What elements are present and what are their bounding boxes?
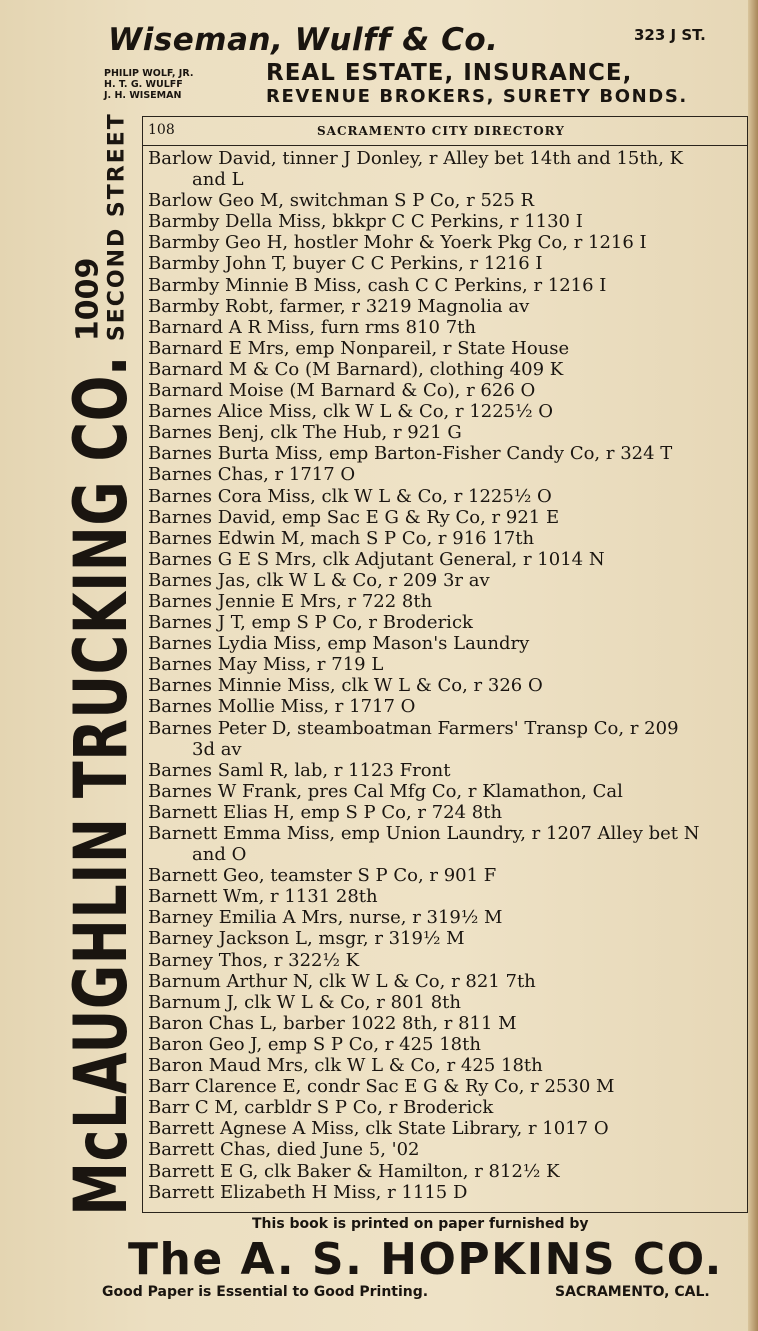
entry-text: Barnard E Mrs, emp Nonpareil, r State House	[148, 337, 570, 359]
entry-text: Barnes Benj, clk The Hub, r 921 G	[148, 422, 462, 444]
bottom-advertisement	[0, 1214, 758, 1331]
entry-text: Barnes Burta Miss, emp Barton-Fisher Candy Co, r 324 T	[148, 443, 673, 465]
directory-entry	[148, 802, 744, 823]
entry-text: Barmby Geo H, hostler Mohr & Yoerk Pkg Co, r 1216 I	[148, 232, 647, 254]
directory-entry	[148, 950, 744, 971]
advertiser-address: 323 J ST.	[634, 26, 706, 44]
printer-city: SACRAMENTO, CAL.	[555, 1284, 710, 1300]
directory-entry	[148, 275, 744, 296]
directory-entry	[148, 1076, 744, 1097]
directory-entry	[148, 928, 744, 949]
directory-entry	[148, 443, 744, 464]
directory-entry	[148, 464, 744, 485]
printer-name: The A. S. HOPKINS CO.	[128, 1234, 723, 1285]
entry-text: Barnum J, clk W L & Co, r 801 8th	[148, 991, 461, 1013]
entry-text: Barr C M, carbldr S P Co, r Broderick	[148, 1097, 494, 1119]
directory-entry	[148, 1139, 744, 1160]
top-advertisement	[0, 0, 758, 115]
entry-continuation: 3d av	[192, 738, 242, 760]
entry-text: Barnett Elias H, emp S P Co, r 724 8th	[148, 801, 503, 823]
directory-entry	[148, 696, 744, 717]
side-ad-company: McLAUGHLIN TRUCKING CO.	[58, 355, 144, 1216]
entry-text: Baron Maud Mrs, clk W L & Co, r 425 18th	[148, 1055, 543, 1077]
directory-entry	[148, 865, 744, 886]
directory-entry	[148, 907, 744, 928]
printer-note: This book is printed on paper furnished by	[252, 1216, 589, 1232]
entry-text: Barnes Cora Miss, clk W L & Co, r 1225½ O	[148, 485, 552, 507]
entry-text: Barney Emilia A Mrs, nurse, r 319½ M	[148, 907, 503, 929]
entry-text: Barnard M & Co (M Barnard), clothing 409 K	[148, 358, 564, 380]
directory-entry	[148, 486, 744, 507]
running-head: SACRAMENTO CITY DIRECTORY	[317, 124, 565, 138]
entry-text: Barnes Peter D, steamboatman Farmers' Transp Co, r 209	[148, 717, 679, 739]
advertiser-services	[266, 60, 688, 108]
directory-entry	[148, 1013, 744, 1034]
entry-text: Barmby Robt, farmer, r 3219 Magnolia av	[148, 295, 530, 317]
entry-text: Barmby Minnie B Miss, cash C C Perkins, r 1216 I	[148, 274, 607, 296]
entry-text: Barnett Emma Miss, emp Union Laundry, r 1207 Alley bet N	[148, 823, 700, 844]
entry-text: Barrett E G, clk Baker & Hamilton, r 812½ K	[148, 1160, 560, 1182]
entry-text: Barnett Wm, r 1131 28th	[148, 886, 378, 908]
entry-text: Barnett Geo, teamster S P Co, r 901 F	[148, 865, 497, 887]
partner-name: PHILIP WOLF, JR.	[104, 68, 194, 79]
partner-name: H. T. G. WULFF	[104, 79, 183, 90]
entry-text: Barnum Arthur N, clk W L & Co, r 821 7th	[148, 970, 536, 992]
directory-entry	[148, 971, 744, 992]
directory-entry	[148, 1055, 744, 1076]
entry-continuation: and O	[192, 844, 247, 866]
entry-text: Barnard A R Miss, furn rms 810 7th	[148, 316, 476, 338]
entry-text: Barnes Edwin M, mach S P Co, r 916 17th	[148, 527, 535, 549]
directory-entry	[148, 528, 744, 549]
entry-text: Barrett Elizabeth H Miss, r 1115 D	[148, 1181, 468, 1203]
directory-entry	[148, 338, 744, 359]
side-advertisement-text	[58, 112, 144, 1216]
directory-entry	[148, 718, 744, 760]
services-line: REVENUE BROKERS, SURETY BONDS.	[266, 86, 688, 107]
services-line: REAL ESTATE, INSURANCE,	[266, 60, 633, 86]
directory-entry	[148, 422, 744, 443]
entry-text: Barnes Minnie Miss, clk W L & Co, r 326 O	[148, 675, 543, 697]
entry-text: Barnes Jas, clk W L & Co, r 209 3r av	[148, 569, 490, 591]
directory-entry	[148, 1097, 744, 1118]
entry-text: Baron Chas L, barber 1022 8th, r 811 M	[148, 1012, 517, 1034]
entry-text: Barnes Mollie Miss, r 1717 O	[148, 696, 416, 718]
directory-entry	[148, 359, 744, 380]
directory-entry	[148, 1161, 744, 1182]
side-ad-street: SECOND STREET	[104, 112, 129, 342]
entry-text: Barney Jackson L, msgr, r 319½ M	[148, 928, 465, 950]
directory-entry	[148, 992, 744, 1013]
entry-text: Barrett Chas, died June 5, '02	[148, 1139, 420, 1161]
directory-entry	[148, 612, 744, 633]
entry-text: Barr Clarence E, condr Sac E G & Ry Co, r 2530 M	[148, 1076, 615, 1098]
partner-name: J. H. WISEMAN	[104, 90, 182, 101]
entry-text: Barnes J T, emp S P Co, r Broderick	[148, 612, 473, 634]
entry-text: Baron Geo J, emp S P Co, r 425 18th	[148, 1033, 481, 1055]
directory-entry	[148, 148, 744, 190]
directory-entry	[148, 549, 744, 570]
directory-entry	[148, 591, 744, 612]
directory-entry	[148, 823, 744, 865]
directory-entry	[148, 253, 744, 274]
entry-text: Barnes W Frank, pres Cal Mfg Co, r Klamathon, Cal	[148, 780, 623, 802]
entry-text: Barrett Agnese A Miss, clk State Library, r 1017 O	[148, 1118, 609, 1140]
entry-text: Barney Thos, r 322½ K	[148, 949, 360, 971]
entry-text: Barnard Moise (M Barnard & Co), r 626 O	[148, 380, 536, 402]
entry-text: Barnes Jennie E Mrs, r 722 8th	[148, 590, 433, 612]
directory-entry	[148, 760, 744, 781]
entry-text: Barnes May Miss, r 719 L	[148, 654, 384, 676]
directory-entry	[148, 1118, 744, 1139]
directory-entry	[148, 317, 744, 338]
directory-entry	[148, 654, 744, 675]
entry-text: Barmby John T, buyer C C Perkins, r 1216 I	[148, 253, 543, 275]
printer-slogan: Good Paper is Essential to Good Printing.	[102, 1284, 429, 1300]
directory-entry	[148, 570, 744, 591]
side-ad-number: 1009	[70, 257, 105, 342]
entry-text: Barnes David, emp Sac E G & Ry Co, r 921 E	[148, 506, 560, 528]
partner-list	[104, 68, 264, 101]
directory-entry	[148, 1182, 744, 1203]
directory-entry	[148, 296, 744, 317]
entry-text: Barnes Lydia Miss, emp Mason's Laundry	[148, 633, 530, 655]
entry-continuation: and L	[192, 169, 244, 191]
directory-entry	[148, 211, 744, 232]
directory-entry	[148, 401, 744, 422]
directory-entry	[148, 380, 744, 401]
side-advertisement	[58, 112, 144, 1216]
entry-text: Barlow Geo M, switchman S P Co, r 525 R	[148, 190, 535, 212]
side-ad-address	[72, 112, 130, 341]
directory-entry	[148, 1034, 744, 1055]
entry-text: Barnes Saml R, lab, r 1123 Front	[148, 759, 451, 781]
advertiser-name: Wiseman, Wulff & Co.	[108, 22, 499, 58]
directory-entry	[148, 781, 744, 802]
entry-text: Barnes Alice Miss, clk W L & Co, r 1225½ O	[148, 401, 554, 423]
entry-text: Barnes G E S Mrs, clk Adjutant General, r 1014 N	[148, 548, 605, 570]
page-header	[142, 116, 748, 146]
directory-entry	[148, 190, 744, 211]
directory-entry	[148, 886, 744, 907]
entry-text: Barlow David, tinner J Donley, r Alley bet 14th and 15th, K	[148, 148, 684, 169]
directory-entry	[148, 507, 744, 528]
entry-text: Barmby Della Miss, bkkpr C C Perkins, r 1130 I	[148, 211, 583, 233]
directory-entry	[148, 633, 744, 654]
directory-entry	[148, 675, 744, 696]
directory-entry	[148, 232, 744, 253]
entry-text: Barnes Chas, r 1717 O	[148, 464, 356, 486]
page-number: 108	[148, 122, 175, 138]
page-edge	[748, 0, 758, 1331]
directory-listing	[148, 148, 744, 1203]
